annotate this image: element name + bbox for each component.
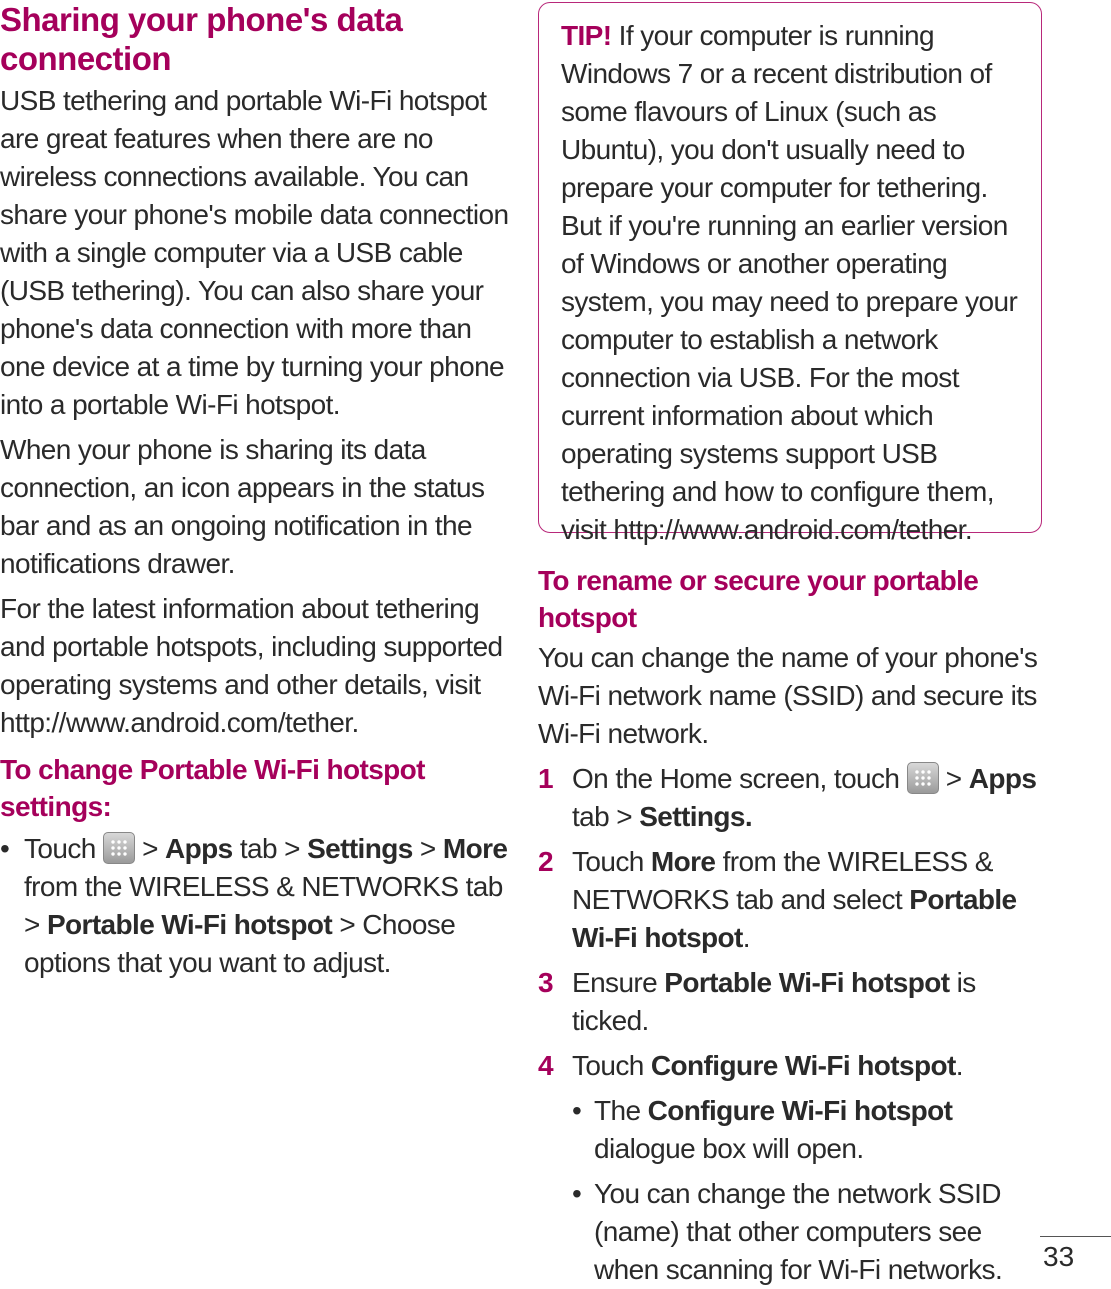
hotspot-label: Portable Wi-Fi hotspot bbox=[46, 909, 333, 940]
step-text bbox=[572, 760, 1043, 836]
hotspot-label: Portable Wi-Fi hotspot bbox=[664, 967, 950, 998]
apps-grid-icon bbox=[907, 762, 939, 794]
intro-paragraph: USB tethering and portable Wi-Fi hotspot are great features when there are no wireless connections available. You can share your phone's mobile data connection with a single computer via a USB cable (USB tethering). You can also share your phone's data connection with more than one device at a time by turning your phone into a portable Wi-Fi hotspot. bbox=[0, 85, 509, 420]
text-run: tab > bbox=[232, 833, 308, 864]
page-title: Sharing your phone's data connection bbox=[0, 1, 403, 77]
step-3 bbox=[538, 964, 1043, 1040]
rename-hotspot-heading: To rename or secure your portable hotspot bbox=[538, 565, 979, 633]
text-run: On the Home screen, touch bbox=[572, 763, 900, 794]
settings-label: Settings bbox=[307, 833, 413, 864]
apps-grid-icon bbox=[103, 832, 135, 864]
text-run: . bbox=[742, 922, 750, 953]
tip-text bbox=[561, 17, 1031, 549]
text-run: Touch bbox=[24, 833, 96, 864]
step-number: 1 bbox=[538, 763, 554, 794]
rename-intro-paragraph: You can change the name of your phone's Wi-Fi network name (SSID) and secure its Wi-Fi network. bbox=[538, 642, 1038, 749]
step-text bbox=[572, 843, 1043, 957]
step-2 bbox=[538, 843, 1043, 957]
step-number: 2 bbox=[538, 846, 554, 877]
left-column bbox=[0, 0, 510, 982]
text-run: > bbox=[134, 833, 166, 864]
right-column bbox=[538, 562, 1043, 1289]
text-run: Touch bbox=[572, 1050, 651, 1081]
hotspot-settings-heading: To change Portable Wi-Fi hotspot settings: bbox=[0, 754, 425, 822]
step-number: 4 bbox=[538, 1050, 554, 1081]
sub-bullet-1 bbox=[572, 1092, 1043, 1168]
text-run: > bbox=[412, 833, 443, 864]
bullet-mark: • bbox=[572, 1095, 582, 1126]
text-run: from the WIRELESS & NETWORKS tab > bbox=[24, 871, 503, 940]
text-run: . bbox=[955, 1050, 963, 1081]
step-4 bbox=[538, 1047, 1043, 1085]
more-label: More bbox=[650, 846, 716, 877]
step-1 bbox=[538, 760, 1043, 836]
settings-bullet-text bbox=[24, 830, 510, 982]
step-text bbox=[572, 964, 1043, 1040]
text-run: from the WIRELESS & NETWORKS tab and select bbox=[572, 846, 993, 915]
step-text bbox=[572, 1047, 1043, 1085]
text-run: Touch bbox=[572, 846, 651, 877]
hotspot-label: Portable Wi-Fi hotspot bbox=[572, 884, 1017, 953]
tip-label: TIP! bbox=[561, 20, 612, 51]
text-run: tab > bbox=[572, 801, 640, 832]
bullet-mark: • bbox=[0, 833, 10, 864]
status-icon-paragraph: When your phone is sharing its data connection, an icon appears in the status bar and as an ongoing notification in the notifications drawer. bbox=[0, 434, 485, 579]
apps-label: Apps bbox=[165, 833, 233, 864]
sub-bullet-text: You can change the network SSID (name) that other computers see when scanning for Wi-Fi networks. bbox=[594, 1178, 1003, 1285]
configure-label: Configure Wi-Fi hotspot bbox=[647, 1095, 953, 1126]
text-run: > bbox=[938, 763, 969, 794]
tip-box bbox=[538, 2, 1042, 545]
text-run: Ensure bbox=[572, 967, 665, 998]
apps-label: Apps bbox=[968, 763, 1037, 794]
page-number: 33 bbox=[1043, 1241, 1075, 1272]
tip-body: If your computer is running Windows 7 or a recent distribution of some flavours of Linux (such as Ubuntu), you don't usually need to prepare your computer for tethering. But if you're running an earlier version of Windows or another operating system, you may need to prepare your computer to establish a network connection via USB. For the most current information about which operating systems support USB tethering and how to configure them, visit http://www.android.com/tether. bbox=[561, 20, 1018, 545]
latest-info-paragraph: For the latest information about tethering and portable hotspots, including supported operating systems and other details, visit http://www.android.com/tether. bbox=[0, 593, 503, 738]
sub-bullet-text bbox=[594, 1092, 1043, 1168]
text-run: > Choose options that you want to adjust. bbox=[24, 909, 456, 978]
text-run: The bbox=[594, 1095, 648, 1126]
step-number: 3 bbox=[538, 967, 554, 998]
settings-bullet bbox=[0, 830, 510, 982]
text-run: dialogue box will open. bbox=[594, 1133, 864, 1164]
bullet-mark: • bbox=[572, 1178, 582, 1209]
text-run: is ticked. bbox=[572, 967, 976, 1036]
settings-label: Settings. bbox=[639, 801, 753, 832]
page-number-rule bbox=[1040, 1236, 1111, 1237]
more-label: More bbox=[442, 833, 508, 864]
configure-label: Configure Wi-Fi hotspot bbox=[650, 1050, 956, 1081]
